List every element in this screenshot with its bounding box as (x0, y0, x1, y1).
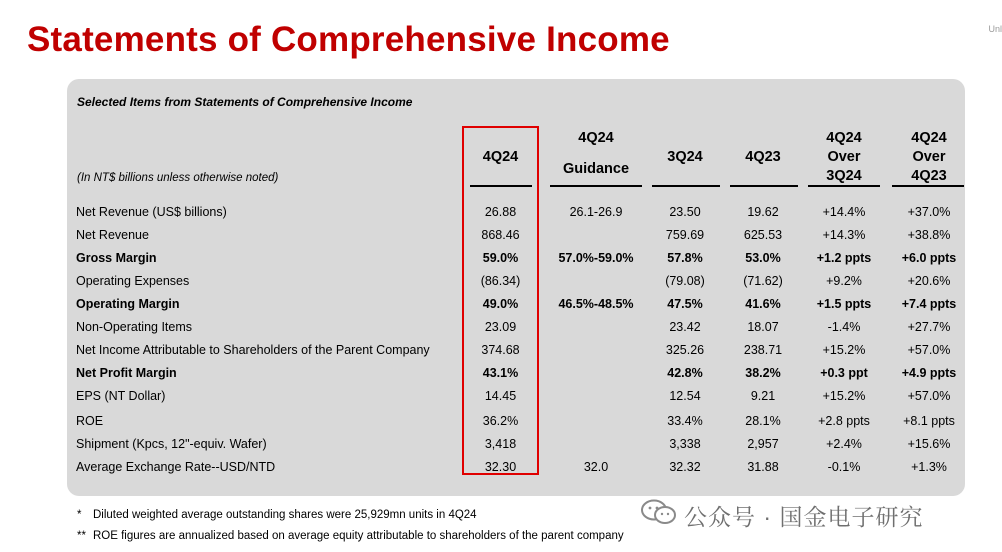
row-value: 46.5%-48.5% (558, 297, 634, 311)
footnote-text: ROE figures are annualized based on average equity attributable to shareholders of the parent company (93, 530, 624, 542)
row-value: 57.8% (667, 251, 703, 265)
row-value: 57.0%-59.0% (558, 251, 634, 265)
col-header-guidance (548, 129, 644, 179)
row-value: 41.6% (745, 297, 781, 311)
header-underline (892, 185, 964, 187)
watermark-text: 公众号 · 国金电子研究 (684, 504, 924, 530)
col-header-line: Guidance (562, 161, 630, 177)
row-value: (86.34) (480, 274, 521, 288)
row-value: +27.7% (907, 320, 951, 334)
row-value: +15.6% (907, 437, 951, 451)
col-header-line: 3Q24 (667, 149, 703, 165)
row-value: 28.1% (745, 414, 781, 428)
header-underline (730, 185, 798, 187)
corner-label: Unl (988, 24, 1002, 34)
table-row (0, 202, 1002, 222)
table-row (0, 386, 1002, 406)
row-value: 32.0 (583, 460, 609, 474)
row-value: (79.08) (665, 274, 705, 288)
col-header-over-3q24 (806, 129, 882, 186)
table-row (0, 457, 1002, 477)
row-label: Non-Operating Items (76, 320, 193, 334)
row-value: +2.8 ppts (818, 414, 870, 428)
table-row (0, 225, 1002, 245)
row-label: Gross Margin (76, 251, 157, 265)
row-value: -0.1% (827, 460, 861, 474)
col-header-over-4q23 (891, 129, 967, 186)
footnote-2 (77, 530, 624, 542)
row-value: 625.53 (743, 228, 783, 242)
row-value: +7.4 ppts (901, 297, 957, 311)
row-value: 23.50 (669, 205, 701, 219)
row-value: 2,957 (747, 437, 779, 451)
row-value: 36.2% (482, 414, 519, 428)
row-value: 32.30 (484, 460, 517, 474)
row-label: Net Revenue (76, 228, 149, 242)
row-value: -1.4% (827, 320, 861, 334)
row-value: 9.21 (750, 389, 776, 403)
unit-note: (In NT$ billions unless otherwise noted) (77, 172, 279, 184)
row-value: 12.54 (669, 389, 701, 403)
row-value: 14.45 (484, 389, 517, 403)
row-label: Net Revenue (US$ billions) (76, 205, 227, 219)
row-value: 18.07 (747, 320, 779, 334)
row-value: (71.62) (743, 274, 783, 288)
row-value: 31.88 (747, 460, 779, 474)
row-label: Net Profit Margin (76, 366, 177, 380)
row-value: 325.26 (665, 343, 705, 357)
footnote-mark: ** (77, 530, 86, 542)
table-row (0, 271, 1002, 291)
row-label: EPS (NT Dollar) (76, 389, 166, 403)
row-value: 3,338 (669, 437, 701, 451)
row-value: 59.0% (482, 251, 519, 265)
table-row (0, 363, 1002, 383)
row-value: 47.5% (667, 297, 703, 311)
row-value: +15.2% (822, 343, 866, 357)
col-header-4q23 (728, 148, 798, 167)
row-value: +0.3 ppt (820, 366, 868, 380)
row-value: +14.4% (822, 205, 866, 219)
row-value: +6.0 ppts (901, 251, 957, 265)
row-value: +1.3% (911, 460, 947, 474)
table-row (0, 340, 1002, 360)
col-header-3q24 (650, 148, 720, 167)
row-value: +57.0% (907, 343, 951, 357)
row-value: +1.5 ppts (816, 297, 872, 311)
row-label: ROE (76, 414, 104, 428)
col-header-line: 4Q24 (826, 130, 862, 146)
row-value: 374.68 (481, 343, 520, 357)
footnote-text: Diluted weighted average outstanding shares were 25,929mn units in 4Q24 (93, 509, 477, 521)
col-header-line: 3Q24 (826, 168, 862, 184)
wechat-icon (640, 499, 678, 525)
row-value: +15.2% (822, 389, 866, 403)
row-label: Shipment (Kpcs, 12"-equiv. Wafer) (76, 437, 267, 451)
row-value: 759.69 (665, 228, 705, 242)
col-header-line: 4Q24 (578, 130, 614, 146)
row-value: +2.4% (826, 437, 862, 451)
table-row (0, 317, 1002, 337)
row-value: 23.09 (484, 320, 517, 334)
row-value: 49.0% (482, 297, 519, 311)
col-header-line: 4Q23 (745, 149, 781, 165)
col-header-line: Over (827, 149, 861, 165)
row-value: +57.0% (907, 389, 951, 403)
row-value: 32.32 (669, 460, 701, 474)
row-value: +1.2 ppts (816, 251, 872, 265)
header-underline (550, 185, 642, 187)
footnote-mark: * (77, 509, 82, 521)
row-value: 3,418 (484, 437, 517, 451)
col-header-line: 4Q24 (911, 130, 947, 146)
row-value: 868.46 (481, 228, 520, 242)
row-label: Average Exchange Rate--USD/NTD (76, 460, 276, 474)
row-label: Operating Margin (76, 297, 180, 311)
row-value: +14.3% (822, 228, 866, 242)
row-value: 19.62 (747, 205, 779, 219)
col-header-line: 4Q23 (911, 168, 947, 184)
table-subtitle: Selected Items from Statements of Comprehensive Income (77, 95, 413, 109)
row-value: 238.71 (743, 343, 783, 357)
col-header-line: Over (912, 149, 946, 165)
row-value: 43.1% (482, 366, 519, 380)
table-row (0, 294, 1002, 314)
row-value: 26.1-26.9 (569, 205, 623, 219)
row-value: 42.8% (667, 366, 703, 380)
col-header-line: 4Q24 (482, 149, 519, 165)
table-row (0, 411, 1002, 431)
row-label: Net Income Attributable to Shareholders of the Parent Company (76, 343, 430, 357)
row-value: +8.1 ppts (903, 414, 955, 428)
row-value: +38.8% (907, 228, 951, 242)
table-row (0, 434, 1002, 454)
row-label: Operating Expenses (76, 274, 190, 288)
header-underline (652, 185, 720, 187)
page-title: Statements of Comprehensive Income (27, 20, 670, 59)
row-value: +9.2% (826, 274, 862, 288)
header-underline (808, 185, 880, 187)
row-value: 38.2% (745, 366, 781, 380)
row-value: 53.0% (745, 251, 781, 265)
row-value: 23.42 (669, 320, 701, 334)
footnote-1 (77, 509, 477, 521)
row-value: +37.0% (907, 205, 951, 219)
row-value: +20.6% (907, 274, 951, 288)
row-value: +4.9 ppts (901, 366, 957, 380)
row-value: 26.88 (484, 205, 517, 219)
table-row (0, 248, 1002, 268)
row-value: 33.4% (667, 414, 703, 428)
